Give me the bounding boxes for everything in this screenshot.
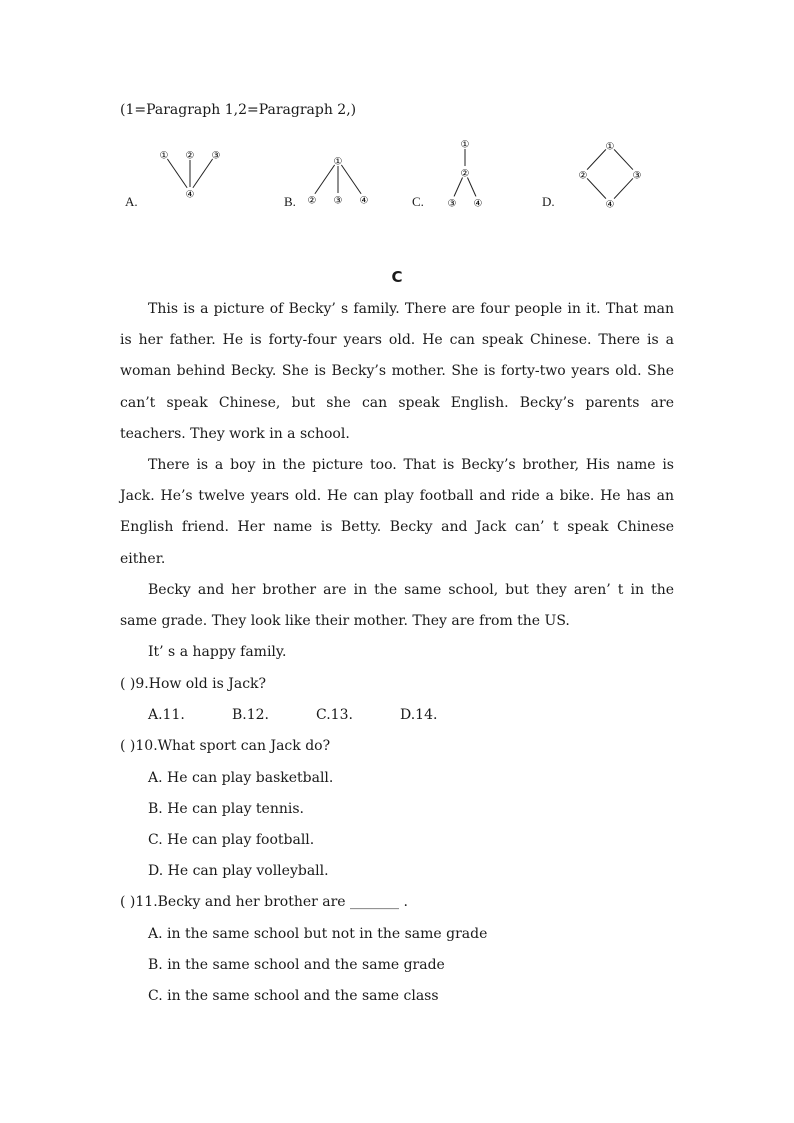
diagram-c-node-2 bbox=[459, 166, 471, 180]
section-title: C bbox=[391, 268, 403, 286]
diagram-b-node-3 bbox=[332, 193, 344, 207]
svg-text:④: ④ bbox=[359, 195, 369, 207]
diagram-d-graph bbox=[540, 130, 700, 220]
question-9-option-d[interactable]: D.14. bbox=[400, 707, 438, 723]
svg-text:①: ① bbox=[460, 139, 470, 151]
question-9-option-c[interactable]: C.13. bbox=[316, 707, 353, 723]
question-9-option-a[interactable]: A.11. bbox=[148, 707, 185, 723]
diagram-d-node-3 bbox=[631, 168, 643, 182]
svg-text:②: ② bbox=[307, 195, 317, 207]
diagram-b-node-2 bbox=[306, 193, 318, 207]
diagram-a-node-1 bbox=[158, 148, 170, 162]
diagram-d-node-4 bbox=[604, 197, 616, 211]
svg-text:③: ③ bbox=[447, 198, 457, 210]
diagram-a-node-3 bbox=[210, 148, 222, 162]
question-9: ( )9.How old is Jack? bbox=[120, 676, 267, 692]
svg-text:②: ② bbox=[185, 150, 195, 162]
question-10-option-d[interactable]: D. He can play volleyball. bbox=[148, 863, 329, 879]
svg-text:①: ① bbox=[333, 156, 343, 168]
question-11: ( )11.Becky and her brother are _______ . bbox=[120, 894, 408, 910]
diagram-option-d bbox=[540, 130, 700, 220]
diagram-d-node-2 bbox=[577, 168, 589, 182]
svg-text:③: ③ bbox=[632, 170, 642, 182]
diagram-a-node-4 bbox=[184, 187, 196, 201]
diagram-option-a bbox=[120, 130, 280, 220]
diagram-c-label: C. bbox=[412, 194, 424, 209]
question-9-options bbox=[148, 707, 488, 723]
svg-text:③: ③ bbox=[333, 195, 343, 207]
question-10-option-a[interactable]: A. He can play basketball. bbox=[148, 770, 334, 786]
question-11-option-b[interactable]: B. in the same school and the same grade bbox=[148, 957, 445, 973]
diagram-a-graph bbox=[120, 130, 280, 220]
diagram-c-node-1 bbox=[459, 137, 471, 151]
passage-paragraph-1: This is a picture of Becky’ s family. There are four people in it. That man is her father. He is forty-four years old. He can speak Chinese. There is a woman behind Becky. She is Becky’s mother. She is forty-two years old. She can’t speak Chinese, but she can speak English. Becky’s parents are teachers. They work in a school. bbox=[120, 301, 674, 442]
diagram-a-label: A. bbox=[125, 194, 138, 209]
diagram-d-label: D. bbox=[542, 194, 555, 209]
svg-text:①: ① bbox=[159, 150, 169, 162]
svg-text:④: ④ bbox=[473, 198, 483, 210]
passage-paragraph-4: It’ s a happy family. bbox=[148, 644, 287, 661]
question-9-option-b[interactable]: B.12. bbox=[232, 707, 270, 723]
diagram-b-label: B. bbox=[284, 194, 296, 209]
question-10-option-b[interactable]: B. He can play tennis. bbox=[148, 801, 304, 817]
diagram-c-node-4 bbox=[472, 196, 484, 210]
passage-paragraph-3: Becky and her brother are in the same school, but they aren’ t in the same grade. They look like their mother. They are from the US. bbox=[120, 581, 674, 630]
diagram-d-node-1 bbox=[604, 139, 616, 153]
svg-text:①: ① bbox=[605, 141, 615, 153]
diagram-a-node-2 bbox=[184, 148, 196, 162]
question-10-option-c[interactable]: C. He can play football. bbox=[148, 832, 315, 848]
question-10: ( )10.What sport can Jack do? bbox=[120, 738, 331, 754]
svg-text:③: ③ bbox=[211, 150, 221, 162]
reading-passage bbox=[120, 294, 674, 668]
paragraph-note: (1=Paragraph 1,2=Paragraph 2,) bbox=[120, 102, 357, 118]
svg-text:②: ② bbox=[578, 170, 588, 182]
svg-text:④: ④ bbox=[185, 189, 195, 201]
svg-text:②: ② bbox=[460, 168, 470, 180]
diagram-b-node-4 bbox=[358, 193, 370, 207]
diagram-b-node-1 bbox=[332, 154, 344, 168]
diagram-c-node-3 bbox=[446, 196, 458, 210]
svg-text:④: ④ bbox=[605, 199, 615, 211]
question-11-option-a[interactable]: A. in the same school but not in the same grade bbox=[148, 926, 488, 942]
question-11-option-c[interactable]: C. in the same school and the same class bbox=[148, 988, 439, 1004]
passage-paragraph-2: There is a boy in the picture too. That is Becky’s brother, His name is Jack. He’s twelve years old. He can play football and ride a bike. He has an English friend. Her name is Betty. Becky and Jack can’ t speak Chinese either. bbox=[120, 457, 674, 567]
